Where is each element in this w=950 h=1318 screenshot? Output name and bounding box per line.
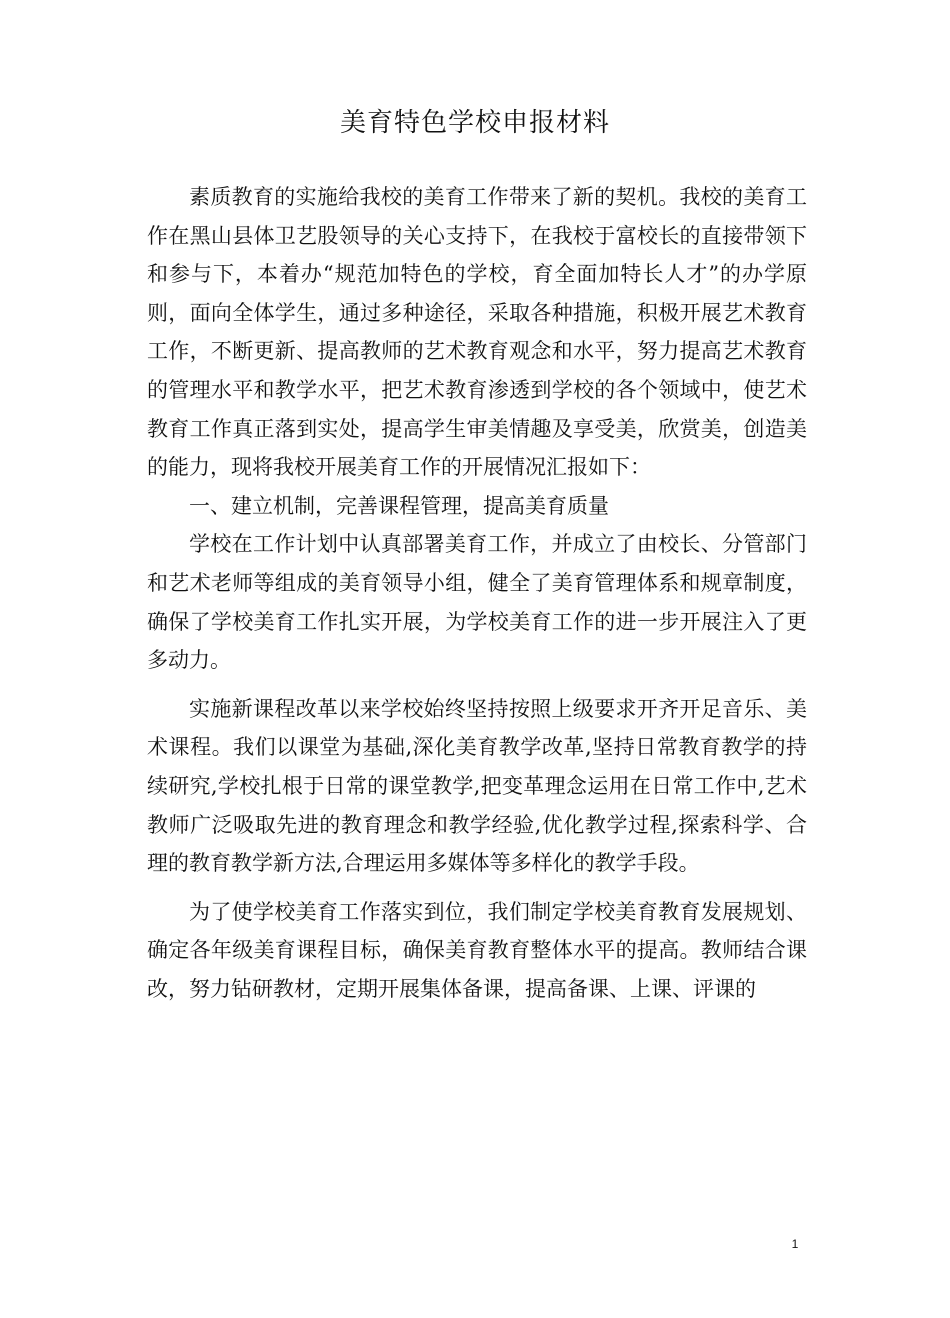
paragraph-curriculum: 实施新课程改革以来学校始终坚持按照上级要求开齐开足音乐、美术课程。我们以课堂为基础,深化美育教学改革,坚持日常教育教学的持续研究,学校扎根于日常的课堂教学,把变革理念运用在日常工作中,艺术教师广泛吸取先进的教育理念和教学经验,优化教学过程,探索科学、合理的教育教学新方法,合理运用多媒体等多样化的教学手段。: [147, 696, 807, 876]
section-heading-1: 一、建立机制，完善课程管理，提高美育质量: [189, 493, 609, 518]
document-title: 美育特色学校申报材料: [339, 108, 610, 138]
document-body: [147, 178, 807, 1008]
paragraph-mechanism: 学校在工作计划中认真部署美育工作，并成立了由校长、分管部门和艺术老师等组成的美育领导小组，健全了美育管理体系和规章制度，确保了学校美育工作扎实开展，为学校美育工作的进一步开展注入了更多动力。: [147, 532, 807, 673]
paragraph-planning: 为了使学校美育工作落实到位，我们制定学校美育教育发展规划、确定各年级美育课程目标，确保美育教育整体水平的提高。教师结合课改，努力钻研教材，定期开展集体备课，提高备课、上课、评课的: [147, 899, 807, 1001]
paragraph-intro: 素质教育的实施给我校的美育工作带来了新的契机。我校的美育工作在黑山县体卫艺股领导的关心支持下，在我校于富校长的直接带领下和参与下，本着办“规范加特色的学校，育全面加特长人才”的办学原则，面向全体学生，通过多种途径，采取各种措施，积极开展艺术教育工作，不断更新、提高教师的艺术教育观念和水平，努力提高艺术教育的管理水平和教学水平，把艺术教育渗透到学校的各个领域中，使艺术教育工作真正落到实处，提高学生审美情趣及享受美，欣赏美，创造美的能力，现将我校开展美育工作的开展情况汇报如下：: [147, 185, 807, 480]
page-number: 1: [791, 1237, 799, 1251]
